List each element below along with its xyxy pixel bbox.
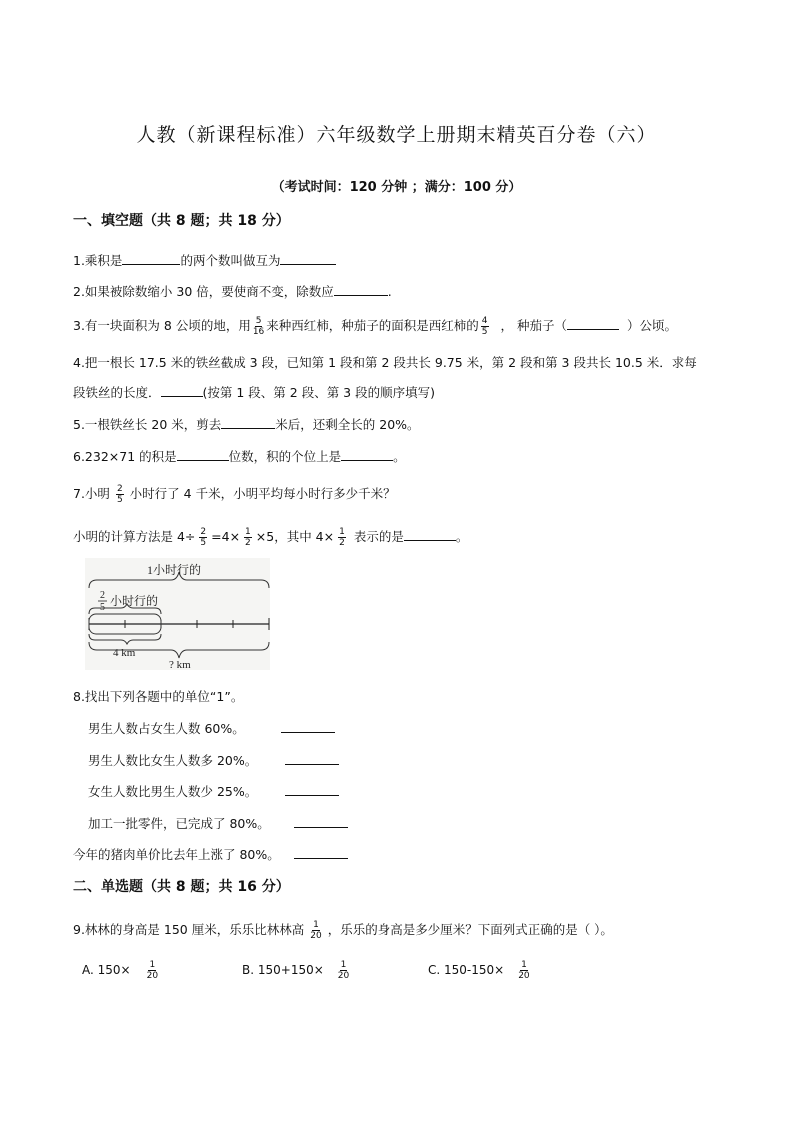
question-4: 4.把一根长 17.5 米的铁丝截成 3 段，已知第 1 段和第 2 段共长 9.75 米，第 2 段和第 3 段共长 10.5 米．求每: [73, 355, 697, 370]
fraction-numerator: 1: [149, 960, 156, 970]
fraction-numerator: 2: [116, 484, 123, 494]
fraction: [338, 960, 349, 981]
fraction-denominator: 5: [200, 538, 207, 548]
fraction: [147, 960, 158, 981]
question-text: ）公顷。: [627, 318, 678, 333]
question-8-item: [88, 752, 339, 770]
exam-info: （考试时间：120 分钟 ；满分：100 分）: [271, 180, 522, 195]
question-text: 位数，积的个位上是: [228, 449, 342, 464]
question-8-item: [88, 783, 339, 801]
fraction: [244, 527, 252, 548]
option-a[interactable]: [82, 960, 160, 981]
diagram-fraction-numerator: 2: [100, 590, 105, 601]
question-text: 加工一批零件，已完成了 80%。: [88, 816, 270, 831]
fraction: [199, 527, 207, 548]
question-text: 小明的计算方法是 4÷: [73, 529, 196, 544]
fraction-numerator: 1: [521, 960, 527, 970]
fraction-denominator: 5: [481, 327, 488, 337]
question-text: 表示的是: [353, 529, 404, 544]
question-text: 5.一根铁丝长 20 米，剪去: [73, 417, 222, 432]
answer-blank[interactable]: [281, 720, 335, 733]
answer-blank[interactable]: [341, 448, 393, 461]
option-label: B. 150+150×: [242, 963, 324, 977]
diagram-fraction-denominator: 5: [100, 602, 105, 613]
fraction: [338, 527, 346, 548]
question-8-item: [88, 720, 335, 738]
answer-blank[interactable]: [285, 752, 339, 765]
fraction: [253, 316, 264, 337]
question-9: [73, 920, 613, 941]
fraction: [481, 316, 489, 337]
answer-blank[interactable]: [221, 416, 275, 429]
question-6: [73, 448, 406, 466]
question-text: ，乐乐的身高是多少厘米？下面列式正确的是（ ）。: [327, 922, 613, 937]
question-text: 7.小明: [73, 486, 110, 501]
answer-blank[interactable]: [294, 846, 348, 859]
question-2: [73, 283, 392, 301]
question-text: 1.乘积是: [73, 253, 123, 268]
answer-blank[interactable]: [122, 252, 180, 265]
fraction-numerator: 5: [255, 316, 262, 326]
fraction-numerator: 1: [245, 527, 251, 537]
question-text: 男生人数占女生人数 60%。: [88, 721, 245, 736]
fraction-denominator: 20: [146, 971, 159, 981]
fraction-denominator: 20: [518, 971, 530, 981]
question-text: 2.如果被除数缩小 30 倍，要使商不变，除数应: [73, 284, 334, 299]
question-text: 男生人数比女生人数多 20%。: [88, 753, 258, 768]
question-4-cont: [73, 384, 435, 402]
fraction-numerator: 1: [313, 920, 319, 930]
option-label: C. 150-150×: [428, 963, 505, 977]
option-c[interactable]: [428, 960, 532, 981]
diagram-svg: [85, 558, 270, 670]
fraction-denominator: 5: [116, 495, 123, 505]
question-5: [73, 416, 420, 434]
answer-blank[interactable]: [285, 783, 339, 796]
answer-blank[interactable]: [334, 283, 388, 296]
fraction-numerator: 1: [339, 527, 345, 537]
section-heading-fill-in: 一、填空题（共 8 题；共 18 分）: [73, 213, 290, 229]
answer-blank[interactable]: [404, 528, 456, 541]
line-segment-diagram: [85, 558, 270, 670]
question-text: ×5，其中 4×: [255, 529, 335, 544]
question-8: 8.找出下列各题中的单位“1”。: [73, 689, 244, 704]
answer-blank[interactable]: [567, 317, 619, 330]
fraction-denominator: 16: [252, 327, 265, 337]
fraction-numerator: 1: [340, 960, 347, 970]
question-7-method: [73, 527, 468, 548]
fraction: [116, 484, 124, 505]
question-text: 女生人数比男生人数少 25%。: [88, 784, 258, 799]
answer-blank[interactable]: [280, 252, 336, 265]
fraction: [518, 960, 529, 981]
question-text: 米后，还剩全长的 20%。: [275, 417, 420, 432]
question-3: [73, 316, 677, 337]
question-text: (按第 1 段、第 2 段、第 3 段的顺序填写): [202, 385, 435, 400]
option-label: A. 150×: [82, 963, 131, 977]
question-text: 3.有一块面积为 8 公顷的地，用: [73, 318, 251, 333]
fraction: [310, 920, 321, 941]
fraction-denominator: 2: [339, 538, 345, 548]
question-text: 今年的猪肉单价比去年上涨了 80%。: [73, 847, 280, 862]
page-title: 人教（新课程标准）六年级数学上册期末精英百分卷（六）: [136, 124, 657, 146]
bottom-label: ? km: [169, 659, 191, 670]
question-text: 。: [393, 449, 406, 464]
fraction-numerator: 4: [481, 316, 488, 326]
option-b[interactable]: [242, 960, 351, 981]
question-text: =4×: [211, 529, 241, 544]
question-text: 6.232×71 的积是: [73, 449, 177, 464]
question-text: 段铁丝的长度．: [73, 385, 161, 400]
answer-blank[interactable]: [294, 815, 348, 828]
question-text: 小时行了 4 千米，小明平均每小时行多少千米？: [129, 486, 396, 501]
question-text: 来种西红柿，种茄子的面积是西红柿的: [266, 318, 479, 333]
mid-label: 小时行的: [110, 594, 159, 608]
question-8-item: [88, 815, 348, 833]
top-label: 1小时行的: [147, 563, 202, 577]
answer-blank[interactable]: [161, 384, 203, 397]
question-8-item: [73, 846, 348, 864]
fraction-denominator: 2: [245, 538, 251, 548]
question-text: .: [387, 284, 392, 299]
fraction-numerator: 2: [200, 527, 207, 537]
fraction-denominator: 20: [337, 971, 350, 981]
left-label: 4 km: [113, 647, 136, 659]
answer-blank[interactable]: [177, 448, 229, 461]
question-7: [73, 484, 396, 505]
question-text: 的两个数叫做互为: [180, 253, 281, 268]
fraction-denominator: 20: [310, 931, 322, 941]
question-1: [73, 252, 336, 270]
section-heading-single-choice: 二、单选题（共 8 题；共 16 分）: [73, 879, 290, 895]
question-text: 。: [455, 529, 469, 544]
question-text: ， 种茄子（: [500, 318, 568, 333]
question-text: 9.林林的身高是 150 厘米，乐乐比林林高: [73, 922, 305, 937]
